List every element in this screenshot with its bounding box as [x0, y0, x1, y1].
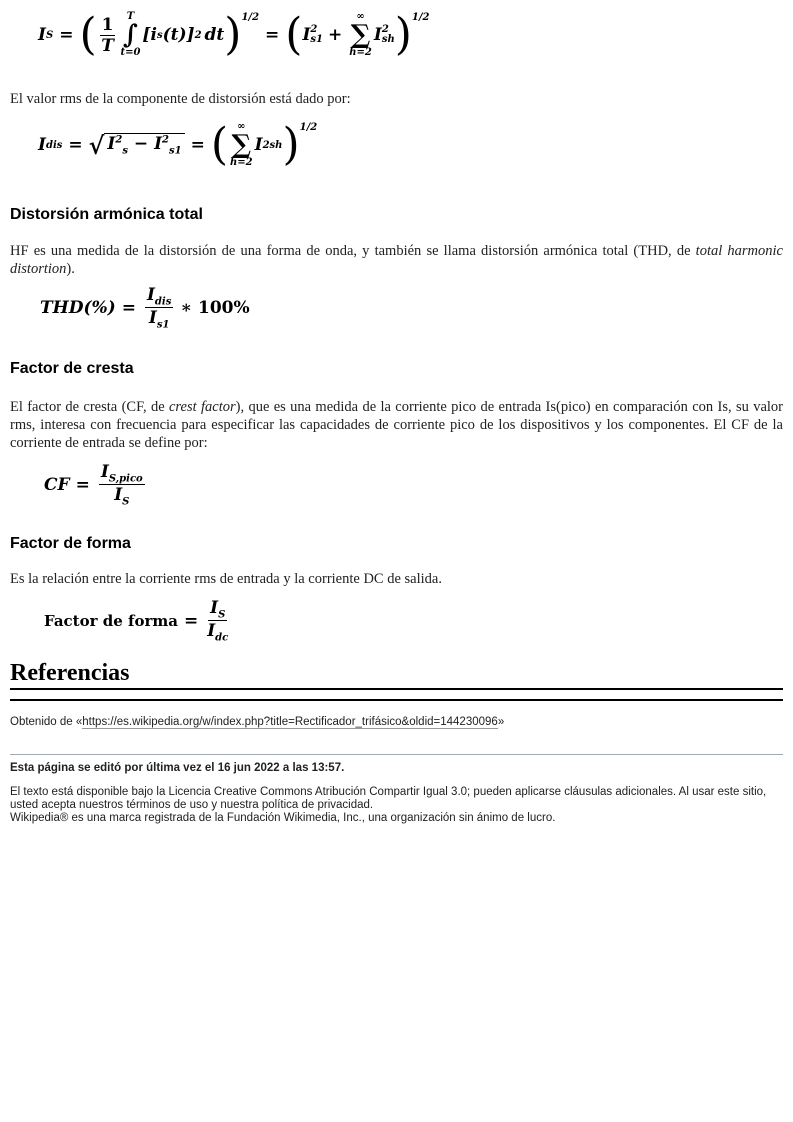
paren-close: )	[394, 9, 412, 60]
formula-symbol: I	[207, 621, 216, 642]
formula-symbol: I	[100, 462, 109, 482]
integrand: (t)]	[162, 25, 195, 45]
rms-current-formula	[38, 9, 783, 60]
numerator	[99, 462, 145, 485]
upper-limit: ∞	[356, 11, 365, 22]
formula-subscript: dc	[215, 632, 229, 644]
equals-sign: =	[75, 474, 90, 495]
numerator: 1	[101, 14, 114, 35]
crest-factor-formula	[44, 462, 783, 508]
footer-divider	[10, 754, 783, 755]
fraction	[100, 15, 116, 56]
formula-subscript: s1	[310, 34, 323, 45]
integral-sign: ∫	[122, 20, 138, 50]
emphasis: total harmonic distortion	[10, 243, 783, 277]
exponent: 2	[381, 24, 389, 35]
form-factor-paragraph: Es la relación entre la corriente rms de entrada y la corriente DC de salida.	[10, 571, 442, 587]
denominator	[114, 485, 129, 507]
formula-symbol: I	[38, 135, 46, 155]
formula-subscript: dis	[45, 139, 63, 151]
text: Obtenido de «	[10, 716, 83, 728]
fraction	[145, 285, 173, 331]
formula-subscript: s	[156, 29, 163, 41]
exponent: 2	[310, 24, 318, 35]
equals-sign: =	[59, 25, 74, 45]
text: ), que es una medida de la corriente pico de entrada Is(pico) en comparación con Is, su valor rms, interesa con frecuencia para especificar las capacidades de corriente pico de los dispositivos y los componentes. El CF de la corriente de entrada se define por:	[10, 399, 783, 451]
exponent: 1/2	[299, 122, 318, 133]
formula-subscript: S	[122, 496, 130, 508]
denominator	[149, 308, 170, 330]
permanent-link[interactable]: https://es.wikipedia.org/w/index.php?title=Rectificador_trifásico&oldid=144230096	[82, 716, 498, 728]
formula-symbol: I	[154, 134, 163, 155]
exponent: 2	[262, 139, 270, 151]
formula-symbol: I	[210, 598, 219, 618]
formula-symbol: ∗ 100%	[180, 297, 250, 318]
denominator	[207, 621, 228, 643]
license-text: El texto está disponible bajo la Licencia Creative Commons Atribución Compartir Igual 3.0; pueden aplicarse cláusulas adicionales. Al usar este sitio, usted acepta nuestros términos de uso y nuestra política de privacidad.	[10, 786, 767, 811]
fraction	[99, 462, 145, 508]
denominator: T	[101, 35, 114, 56]
minus-sign: −	[133, 134, 149, 155]
formula-symbol: I	[148, 308, 157, 329]
formula-subscript: s1	[156, 319, 170, 331]
crest-factor-paragraph	[10, 398, 783, 452]
lower-limit: h=2	[349, 47, 372, 58]
equals-sign: =	[190, 135, 205, 155]
sum-sign: ∑	[350, 20, 371, 50]
paren-close: )	[224, 9, 242, 60]
emphasis: crest factor	[169, 399, 236, 415]
section-heading-thd: Distorsión armónica total	[10, 206, 203, 223]
text: ).	[66, 261, 75, 277]
equals-sign: =	[265, 25, 280, 45]
summation	[230, 122, 253, 168]
formula-subscript: s1	[168, 145, 182, 157]
paren-open: (	[285, 9, 303, 60]
exponent: 2	[115, 134, 123, 146]
formula-subscript: S,pico	[108, 473, 143, 485]
formula-symbol: I	[373, 25, 382, 45]
upper-limit: ∞	[237, 121, 246, 132]
plus-sign: +	[328, 25, 343, 45]
text: El factor de cresta (CF, de	[10, 399, 169, 415]
heading-divider	[10, 688, 783, 690]
lower-limit: h=2	[230, 157, 253, 168]
fraction	[207, 598, 228, 644]
references-heading: Referencias	[10, 660, 130, 686]
formula-subscript: sh	[381, 34, 395, 45]
thd-formula	[40, 285, 783, 331]
thd-paragraph	[10, 242, 783, 278]
upper-limit: T	[126, 11, 135, 22]
section-heading-crest-factor: Factor de cresta	[10, 360, 134, 377]
formula-subscript: sh	[269, 139, 283, 151]
formula-subscript: S	[45, 29, 54, 41]
formula-symbol: I	[107, 134, 116, 155]
paren-open: (	[210, 119, 228, 170]
formula-symbol: I	[114, 485, 123, 506]
equals-sign: =	[183, 610, 199, 631]
summation	[349, 12, 372, 58]
distortion-current-formula	[38, 119, 783, 170]
rms-intro-text: El valor rms de la componente de distorsión está dado por:	[10, 91, 351, 107]
exponent: 1/2	[411, 12, 430, 23]
sqrt-sign: √	[88, 130, 105, 160]
heading-divider	[10, 699, 783, 701]
formula-symbol: I	[38, 25, 46, 45]
formula-symbol: I	[146, 285, 155, 305]
section-heading-form-factor: Factor de forma	[10, 535, 131, 552]
equals-sign: =	[68, 135, 83, 155]
integrand: [i	[142, 25, 157, 45]
formula-symbol: CF	[44, 474, 70, 495]
sum-sign: ∑	[231, 130, 252, 160]
integral	[120, 12, 140, 58]
text: HF es una medida de la distorsión de una forma de onda, y también se llama distorsión armónica total (THD, de	[10, 243, 696, 259]
trademark-text: Wikipedia® es una marca registrada de la Fundación Wikimedia, Inc., una organización sin ánimo de lucro.	[10, 812, 556, 824]
numerator	[208, 598, 227, 621]
formula-symbol: I	[254, 135, 263, 155]
paren-close: )	[282, 119, 300, 170]
formula-symbol: THD(%)	[40, 297, 116, 318]
retrieved-from	[10, 716, 783, 729]
last-edited: Esta página se editó por última vez el 16 jun 2022 a las 13:57.	[10, 762, 345, 774]
lower-limit: t=0	[120, 47, 141, 58]
paren-open: (	[79, 9, 97, 60]
exponent: 1/2	[241, 12, 260, 23]
exponent: 2	[194, 29, 202, 41]
formula-subscript: s	[122, 145, 128, 157]
text: »	[497, 716, 505, 728]
equals-sign: =	[121, 297, 136, 318]
formula-subscript: dis	[154, 296, 172, 308]
formula-subscript: S	[218, 609, 226, 621]
formula-symbol: Factor de forma	[44, 611, 178, 630]
exponent: 2	[162, 134, 169, 146]
numerator	[145, 285, 173, 308]
differential: dt	[204, 25, 225, 45]
formula-symbol: I	[302, 25, 311, 45]
form-factor-formula	[44, 598, 783, 644]
sqrt-body	[104, 133, 184, 156]
